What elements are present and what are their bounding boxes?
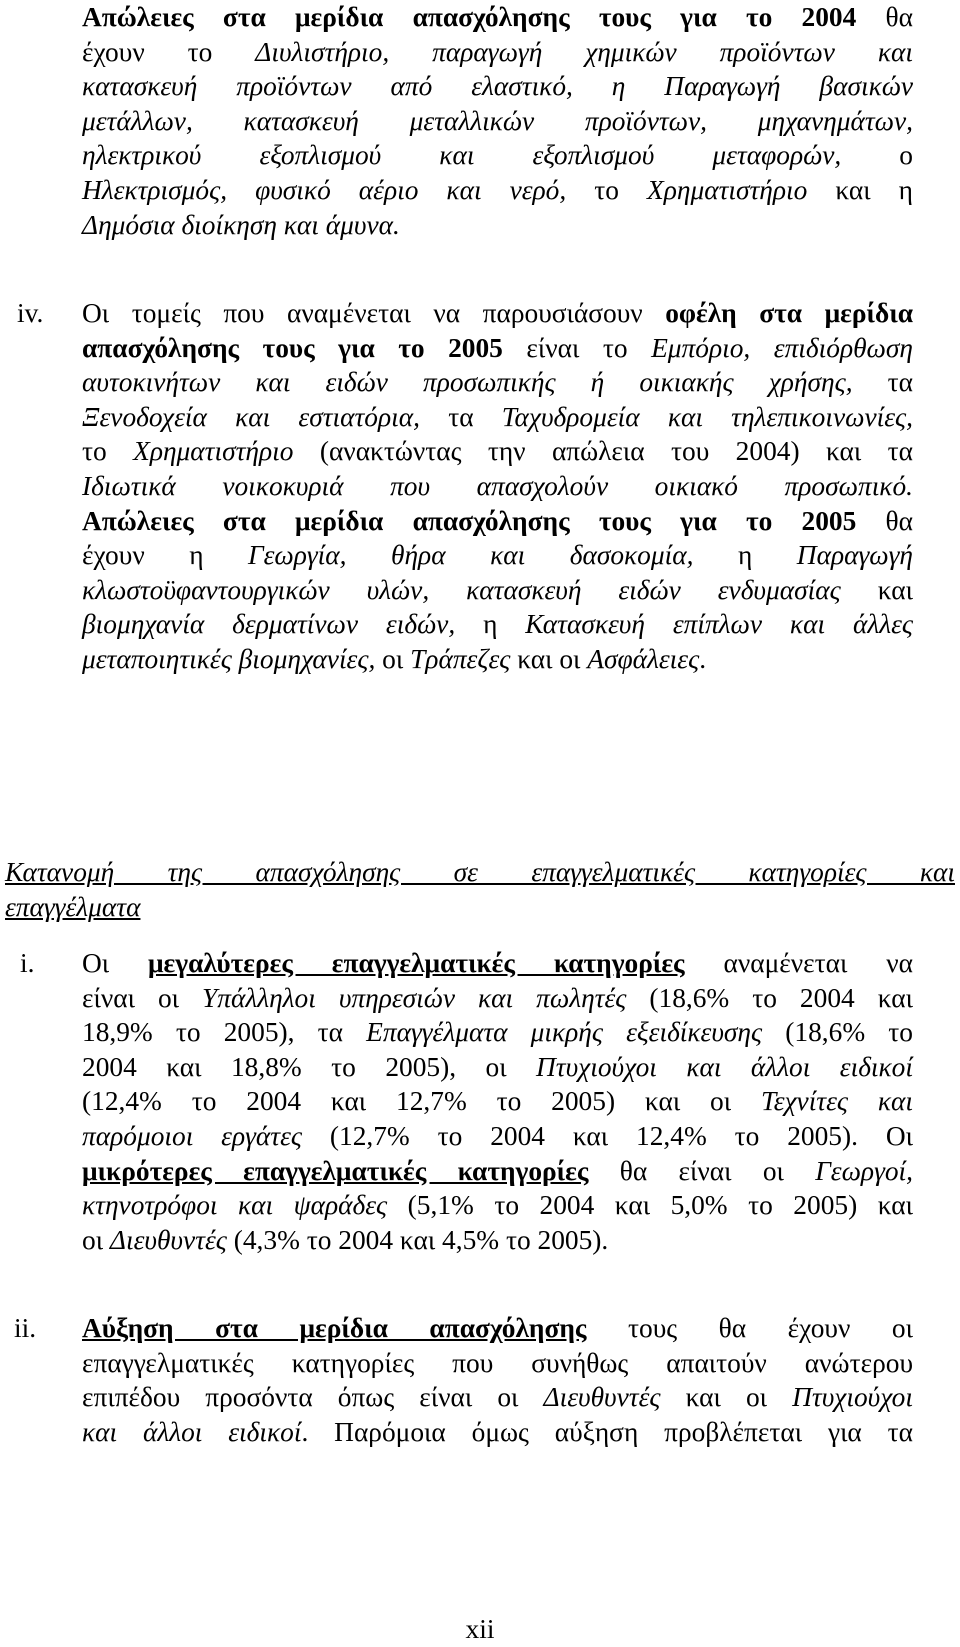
text-run: 18,9% το 2005), τα — [82, 1017, 367, 1048]
text-run: έχουν το — [82, 36, 256, 67]
text-run: (4,3% το 2004 και 4,5% το 2005). — [226, 1224, 609, 1255]
bold-text: απασχόλησης τους για το 2005 — [82, 332, 503, 363]
text-line — [82, 138, 913, 173]
text-run: επιπέδου προσόντα όπως είναι οι — [82, 1382, 544, 1413]
text-run: . Παρόμοια όμως αύξηση προβλέπεται για τα — [301, 1416, 913, 1447]
text-line — [82, 1154, 913, 1189]
text-run: (12,4% το 2004 και 12,7% το 2005) και οι — [82, 1086, 761, 1117]
bold-text: Απώλειες στα μερίδια απασχόλησης τους για το 2004 — [82, 2, 857, 32]
text-run: και — [840, 574, 913, 605]
text-line — [82, 1380, 913, 1415]
paragraph-ii — [82, 1311, 913, 1449]
paragraph-i — [82, 946, 913, 1257]
text-line — [82, 1050, 913, 1085]
italic-text: μεταποιητικές βιομηχανίες, — [82, 643, 376, 674]
italic-text: Ταχυδρομεία και τηλεπικοινωνίες, — [501, 401, 914, 432]
paragraph-iv — [82, 296, 913, 677]
text-line — [82, 1415, 913, 1450]
text-line — [82, 331, 913, 366]
item-number-iv: iv. — [17, 298, 44, 328]
text-line — [82, 469, 913, 504]
text-line — [82, 946, 913, 981]
text-run: και οι — [510, 643, 588, 674]
text-run: Οι — [82, 948, 149, 978]
section-heading-line: Κατανομή της απασχόλησης σε επαγγελματικές κατηγορίες και — [5, 857, 955, 887]
text-line — [82, 365, 913, 400]
text-line — [82, 173, 913, 208]
bold-text: μικρότερες επαγγελματικές κατηγορίες — [82, 1155, 589, 1186]
paragraph-iii-continuation — [82, 0, 913, 242]
italic-text: κλωστοϋφαντουργικών υλών, κατασκευή ειδών ενδυμασίας — [82, 574, 841, 605]
italic-text: Ξενοδοχεία και εστιατόρια, — [82, 401, 420, 432]
text-run: αναμένεται να — [684, 948, 913, 978]
text-line — [82, 434, 913, 469]
text-line — [82, 1084, 913, 1119]
italic-text: Επαγγέλματα μικρής εξειδίκευσης — [366, 1017, 763, 1048]
italic-text: Ασφάλειες — [587, 643, 700, 674]
text-line — [82, 1119, 913, 1154]
text-line — [82, 1015, 913, 1050]
text-run: τους θα έχουν οι — [586, 1313, 913, 1343]
text-line — [82, 607, 913, 642]
text-run: Οι τομείς που αναμένεται να παρουσιάσουν — [82, 298, 666, 328]
text-run: η — [693, 540, 797, 571]
text-line — [82, 981, 913, 1016]
section-heading — [5, 855, 955, 924]
text-run: (ανακτώντας την απώλεια του 2004) και τα — [293, 436, 913, 467]
text-run: . — [699, 643, 707, 674]
text-line — [82, 1346, 913, 1381]
bold-text: μεγαλύτερες επαγγελματικές κατηγορίες — [148, 948, 685, 978]
text-line — [82, 296, 913, 331]
italic-text: ηλεκτρικού εξοπλισμού και εξοπλισμού μεταφορών, — [82, 140, 842, 171]
italic-text: Χρηματιστήριο — [646, 174, 808, 205]
italic-text: βιομηχανία δερματίνων ειδών, — [82, 609, 456, 640]
italic-text: Χρηματιστήριο — [133, 436, 294, 467]
text-line — [82, 1223, 913, 1258]
text-run: οι — [375, 643, 411, 674]
italic-text: Τεχνίτες και — [760, 1086, 913, 1117]
text-line — [82, 208, 913, 243]
item-number-ii: ii. — [14, 1313, 37, 1343]
italic-text: Εμπόριο, επιδιόρθωση — [651, 332, 913, 363]
italic-text: Τράπεζες — [410, 643, 511, 674]
text-run: το — [82, 436, 134, 467]
text-line — [82, 1188, 913, 1223]
item-number-i: i. — [20, 948, 35, 978]
italic-text: Υπάλληλοι υπηρεσιών και πωλητές — [202, 982, 627, 1013]
italic-text: Πτυχιούχοι — [792, 1382, 913, 1413]
text-line — [82, 104, 913, 139]
text-run: (5,1% το 2004 και 5,0% το 2005) και — [387, 1190, 913, 1221]
italic-text: Παραγωγή — [796, 540, 913, 571]
text-run: οι — [82, 1224, 110, 1255]
italic-text: Διυλιστήριο, παραγωγή χημικών προϊόντων και — [255, 36, 913, 67]
text-line — [82, 642, 913, 677]
text-run: το — [566, 174, 647, 205]
italic-text: Γεωργία, θήρα και δασοκομία, — [248, 540, 694, 571]
text-run: 2004 και 18,8% το 2005), οι — [82, 1051, 537, 1082]
bold-text: Αύξηση στα μερίδια απασχόλησης — [82, 1313, 587, 1343]
text-line — [82, 504, 913, 539]
text-line — [82, 1311, 913, 1346]
italic-text: Κατασκευή επίπλων και άλλες — [525, 609, 913, 640]
text-run: (12,7% το 2004 και 12,4% το 2005). Οι — [302, 1120, 913, 1151]
text-run: (18,6% το 2004 και — [626, 982, 913, 1013]
italic-text: κατασκευή προϊόντων από ελαστικό, η Παραγωγή βασικών — [82, 71, 913, 102]
text-run: τα — [852, 367, 913, 398]
italic-text: αυτοκινήτων και ειδών προσωπικής ή οικιακής χρήσης, — [82, 367, 853, 398]
text-run: ο — [841, 140, 913, 171]
text-run: και οι — [660, 1382, 793, 1413]
text-run: είναι οι — [82, 982, 203, 1013]
italic-text: μετάλλων, κατασκευή μεταλλικών προϊόντων, μηχανημάτων, — [82, 105, 913, 136]
text-line — [82, 69, 913, 104]
text-run: θα — [856, 505, 913, 536]
bold-text: οφέλη στα μερίδια — [665, 298, 913, 328]
section-heading-line: επαγγέλματα — [5, 891, 141, 922]
italic-text: Γεωργοί, — [815, 1155, 914, 1186]
text-run: η — [455, 609, 526, 640]
page-number: xii — [465, 1614, 495, 1644]
text-run: θα είναι οι — [588, 1155, 816, 1186]
italic-text: Διευθυντές — [543, 1382, 661, 1413]
text-line — [82, 573, 913, 608]
italic-text: Ηλεκτρισμός, φυσικό αέριο και νερό, — [82, 174, 567, 205]
italic-text: Διευθυντές — [109, 1224, 227, 1255]
italic-text: παρόμοιοι εργάτες — [82, 1120, 302, 1151]
italic-text: και άλλοι ειδικοί — [82, 1416, 302, 1447]
text-line — [82, 400, 913, 435]
bold-text: Απώλειες στα μερίδια απασχόλησης τους για το 2005 — [82, 505, 857, 536]
italic-text: κτηνοτρόφοι και ψαράδες — [82, 1190, 388, 1221]
text-run: και η — [807, 174, 913, 205]
italic-text: Δημόσια διοίκηση και άμυνα. — [82, 209, 400, 240]
italic-text: Πτυχιούχοι και άλλοι ειδικοί — [536, 1051, 913, 1082]
text-run: έχουν η — [82, 540, 249, 571]
text-line — [82, 35, 913, 70]
italic-text: Ιδιωτικά νοικοκυριά που απασχολούν οικιακό προσωπικό. — [82, 470, 913, 501]
text-line — [82, 0, 913, 35]
text-run: θα — [856, 2, 913, 32]
text-line — [82, 538, 913, 573]
text-run: (18,6% το — [762, 1017, 913, 1048]
text-run: επαγγελματικές κατηγορίες που συνήθως απαιτούν ανώτερου — [82, 1347, 913, 1378]
text-run: τα — [419, 401, 502, 432]
text-run: είναι το — [502, 332, 652, 363]
